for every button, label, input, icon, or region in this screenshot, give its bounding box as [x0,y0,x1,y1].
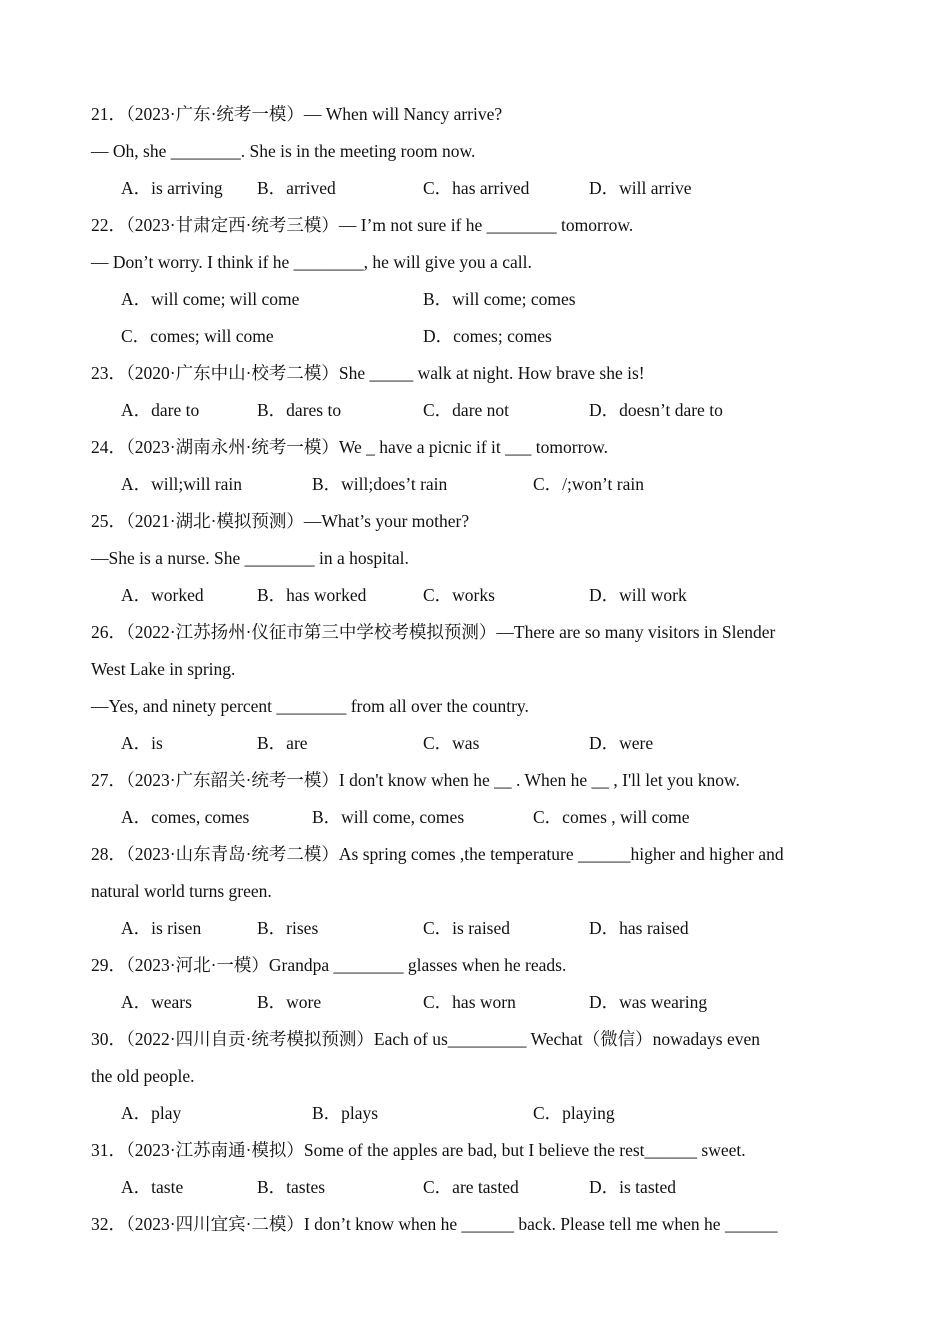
answer-option: D．comes; comes [423,326,552,346]
answer-option: C．works [423,585,495,605]
answer-option: A．taste [121,1177,184,1197]
answer-option: D．were [589,733,654,753]
question-stem-line: 21．（2023·广东·统考一模）— When will Nancy arrive? [91,104,503,124]
answer-option: C．comes , will come [533,807,690,827]
answer-option: C．comes; will come [121,326,274,346]
answer-option: A．comes, comes [121,807,250,827]
answer-option: C．is raised [423,918,511,938]
answer-option: A．will;will rain [121,474,243,494]
question-stem-line: 26．（2022·江苏扬州·仪征市第三中学校考模拟预测）—There are so many visitors in Slender [91,622,776,642]
question-stem-line: 31．（2023·江苏南通·模拟）Some of the apples are bad, but I believe the rest______ sweet. [91,1140,746,1160]
question-stem-line: 22．（2023·甘肃定西·统考三模）— I’m not sure if he ________ tomorrow. [91,215,634,235]
answer-option: A．is risen [121,918,202,938]
answer-option: C．was [423,733,480,753]
answer-option: C．/;won’t rain [533,474,644,494]
answer-option: B．tastes [257,1177,326,1197]
answer-option: A．is arriving [121,178,223,198]
question-stem-line: 28．（2023·山东青岛·统考二模）As spring comes ,the temperature ______higher and higher and [91,844,784,864]
answer-option: D．has raised [589,918,689,938]
answer-option: D．was wearing [589,992,708,1012]
answer-option: A．is [121,733,163,753]
answer-option: A．wears [121,992,192,1012]
answer-option: C．has arrived [423,178,530,198]
answer-option: B．arrived [257,178,336,198]
answer-option: A．play [121,1103,182,1123]
answer-option: B．dares to [257,400,342,420]
question-stem-line: —She is a nurse. She ________ in a hospital. [91,548,409,568]
answer-option: C．playing [533,1103,615,1123]
question-stem-line: —Yes, and ninety percent ________ from all over the country. [91,696,529,716]
question-stem-line: West Lake in spring. [91,659,236,679]
answer-option: C．are tasted [423,1177,519,1197]
answer-option: B．are [257,733,308,753]
answer-option: D．doesn’t dare to [589,400,723,420]
answer-option: A．worked [121,585,204,605]
answer-option: B．will come, comes [312,807,465,827]
answer-option: B．has worked [257,585,367,605]
answer-option: B．will come; comes [423,289,576,309]
answer-option: B．plays [312,1103,379,1123]
answer-option: B．will;does’t rain [312,474,448,494]
question-stem-line: 30．（2022·四川自贡·统考模拟预测）Each of us_________ Wechat（微信）nowadays even [91,1029,760,1049]
answer-option: C．dare not [423,400,510,420]
answer-option: A．will come; will come [121,289,300,309]
answer-option: A．dare to [121,400,200,420]
answer-option: C．has worn [423,992,516,1012]
answer-option: D．will work [589,585,687,605]
question-stem-line: 24．（2023·湖南永州·统考一模）We _ have a picnic if it ___ tomorrow. [91,437,609,457]
answer-option: D．is tasted [589,1177,677,1197]
answer-option: B．wore [257,992,322,1012]
question-stem-line: the old people. [91,1066,195,1086]
question-stem-line: — Oh, she ________. She is in the meeting room now. [91,141,476,161]
question-stem-line: 29．（2023·河北·一模）Grandpa ________ glasses when he reads. [91,955,567,975]
question-stem-line: natural world turns green. [91,881,272,901]
question-stem-line: 25．（2021·湖北·模拟预测）—What’s your mother? [91,511,470,531]
question-stem-line: 23．（2020·广东中山·校考二模）She _____ walk at night. How brave she is! [91,363,645,383]
question-stem-line: 27．（2023·广东韶关·统考一模）I don't know when he __ . When he __ , I'll let you know. [91,770,740,790]
question-stem-line: 32．（2023·四川宜宾·二模）I don’t know when he ______ back. Please tell me when he ______ [91,1214,778,1234]
answer-option: D．will arrive [589,178,692,198]
question-stem-line: — Don’t worry. I think if he ________, he will give you a call. [91,252,532,272]
answer-option: B．rises [257,918,319,938]
